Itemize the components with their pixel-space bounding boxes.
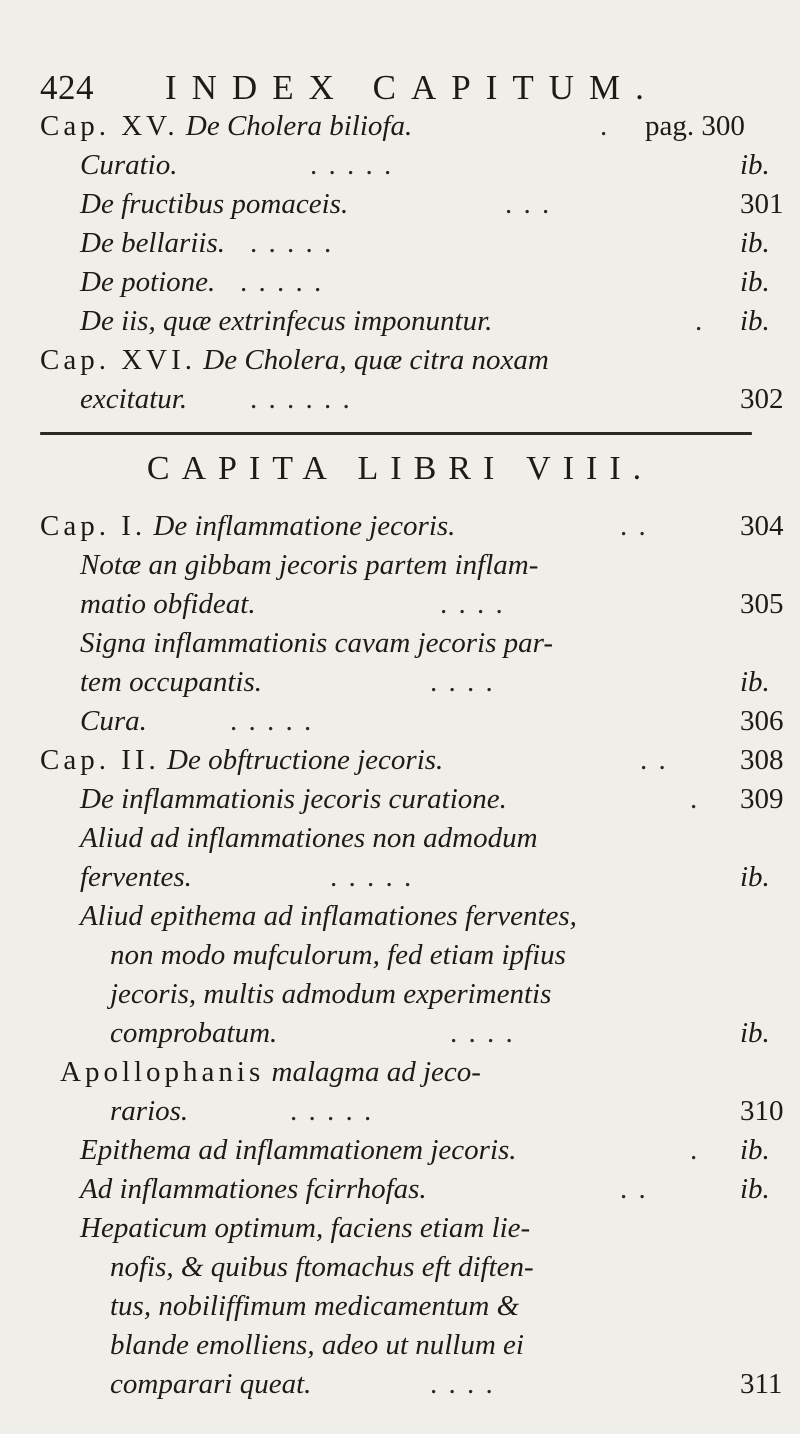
- index-entry: [0, 383, 800, 423]
- entry-title: excitatur.: [80, 383, 188, 415]
- entry-text: [80, 383, 187, 416]
- entry-text: [80, 188, 348, 221]
- page-reference: 304: [740, 510, 784, 542]
- entry-title: Notæ an gibbam jecoris partem inflam-: [80, 549, 539, 581]
- entry-text: [80, 1212, 530, 1245]
- entry-text: [80, 666, 262, 699]
- entry-text: [80, 1134, 517, 1167]
- dot-leader: . . . .: [430, 666, 495, 698]
- entry-text: [80, 266, 215, 299]
- index-entry: [0, 1095, 800, 1135]
- entry-text: [110, 1251, 534, 1284]
- entry-title: Aliud epithema ad inflamationes ferventes,: [80, 900, 577, 932]
- entry-text: [40, 110, 412, 143]
- index-entry: [0, 822, 800, 862]
- dot-leader: . . . . .: [240, 266, 324, 298]
- entry-text: [40, 510, 455, 543]
- index-entry: [0, 1134, 800, 1174]
- entry-title: rarios.: [110, 1095, 189, 1127]
- index-entry: [0, 305, 800, 345]
- dot-leader: . . . . .: [230, 705, 314, 737]
- index-entry: [0, 939, 800, 979]
- running-header: [40, 66, 690, 116]
- index-entry: [0, 744, 800, 784]
- page-reference: 302: [740, 383, 784, 415]
- page-reference: ib.: [740, 1173, 770, 1205]
- dot-leader: . . . . .: [330, 861, 414, 893]
- entry-title: De fructibus pomaceis.: [80, 188, 349, 220]
- entry-text: [80, 227, 225, 260]
- chapter-label: Cap. II.: [40, 744, 160, 776]
- entry-text: [80, 900, 577, 933]
- entry-text: [80, 822, 538, 855]
- dot-leader: .: [690, 783, 700, 815]
- index-entry: [0, 188, 800, 228]
- entry-title: malagma ad jeco-: [271, 1056, 481, 1088]
- entry-title: Signa inflammationis cavam jecoris par-: [80, 627, 554, 659]
- dot-leader: . . .: [505, 188, 552, 220]
- entry-title: Ad inflammationes fcirrhofas.: [80, 1173, 427, 1205]
- entry-text: [80, 1173, 427, 1206]
- entry-text: [110, 939, 566, 972]
- index-entry: [0, 666, 800, 706]
- index-entry: [0, 1368, 800, 1408]
- entry-text: [80, 305, 492, 338]
- entry-title: De Cholera biliofa.: [185, 110, 413, 142]
- index-entry: [0, 1251, 800, 1291]
- index-entry: [0, 1290, 800, 1330]
- dot-leader: . . . .: [450, 1017, 515, 1049]
- entry-title: ferventes.: [80, 861, 192, 893]
- dot-leader: . .: [620, 1173, 648, 1205]
- entry-text: [80, 549, 538, 582]
- dot-leader: . . . . .: [250, 227, 334, 259]
- chapter-label: Cap. XV.: [40, 110, 179, 142]
- index-entry: [0, 344, 800, 384]
- page-reference: ib.: [740, 227, 770, 259]
- index-entry: [0, 588, 800, 628]
- section-divider: [40, 432, 752, 435]
- page-reference: 311: [740, 1368, 783, 1400]
- index-entry: [0, 783, 800, 823]
- entry-text: [80, 705, 147, 738]
- entry-title: Curatio.: [80, 149, 178, 181]
- index-entry: [0, 900, 800, 940]
- entry-title: De Cholera, quæ citra noxam: [203, 344, 549, 376]
- entry-text: [80, 588, 256, 621]
- dot-leader: . . . . .: [310, 149, 394, 181]
- index-entry: [0, 1212, 800, 1252]
- page-reference: 306: [740, 705, 784, 737]
- index-entry: [0, 1056, 800, 1096]
- entry-title: non modo mufculorum, fed etiam ipfius: [110, 939, 566, 971]
- entry-title: tus, nobiliffimum medicamentum &: [110, 1290, 520, 1322]
- entry-title: matio obfideat.: [80, 588, 256, 620]
- index-entry: [0, 266, 800, 306]
- entry-title: De bellariis.: [80, 227, 225, 259]
- index-entry: [0, 978, 800, 1018]
- dot-leader: .: [600, 110, 610, 142]
- index-entry: [0, 110, 800, 150]
- index-entry: [0, 149, 800, 189]
- entry-text: [60, 1056, 481, 1089]
- index-entry: [0, 1329, 800, 1369]
- entry-text: [80, 861, 192, 894]
- page-reference: ib.: [740, 305, 770, 337]
- page-reference: 310: [740, 1095, 784, 1127]
- dot-leader: . . . .: [440, 588, 505, 620]
- entry-text: [40, 744, 443, 777]
- entry-text: [80, 627, 553, 660]
- entry-title: Cura.: [80, 705, 147, 737]
- dot-leader: . .: [640, 744, 668, 776]
- dot-leader: .: [695, 305, 705, 337]
- dot-leader: . . . . .: [290, 1095, 374, 1127]
- page-reference: ib.: [740, 266, 770, 298]
- entry-text: [80, 783, 507, 816]
- entry-title: Epithema ad inflammationem jecoris.: [80, 1134, 517, 1166]
- dot-leader: . . . .: [430, 1368, 495, 1400]
- dot-leader: . . . . . .: [250, 383, 352, 415]
- running-title: INDEX CAPITUM.: [165, 68, 659, 107]
- index-entry: [0, 705, 800, 745]
- index-entry: [0, 549, 800, 589]
- index-entry: [0, 627, 800, 667]
- entry-title: De inflammationis jecoris curatione.: [80, 783, 507, 815]
- entry-title: nofis, & quibus ftomachus eft diften-: [110, 1251, 534, 1283]
- entry-title: comparari queat.: [110, 1368, 312, 1400]
- entry-title: De potione.: [80, 266, 216, 298]
- page-reference: ib.: [740, 666, 770, 698]
- dot-leader: .: [690, 1134, 700, 1166]
- entry-title: comprobatum.: [110, 1017, 278, 1049]
- page-reference: 301: [740, 188, 784, 220]
- entry-title: De iis, quæ extrinfecus imponuntur.: [80, 305, 493, 337]
- entry-title: De inflammatione jecoris.: [153, 510, 456, 542]
- entry-title: tem occupantis.: [80, 666, 263, 698]
- page-reference: pag. 300: [645, 110, 745, 142]
- index-entry: [0, 1017, 800, 1057]
- section-title: CAPITA LIBRI VIII.: [146, 450, 654, 487]
- entry-text: [110, 1095, 188, 1128]
- entry-text: [110, 1329, 524, 1362]
- chapter-label: Cap. XVI.: [40, 344, 197, 376]
- index-entry: [0, 227, 800, 267]
- entry-text: [40, 344, 549, 377]
- page-reference: ib.: [740, 861, 770, 893]
- entry-text: [110, 1017, 277, 1050]
- index-entry: [0, 861, 800, 901]
- index-entry: [0, 1173, 800, 1213]
- page-reference: ib.: [740, 1017, 770, 1049]
- entry-title: De obftructione jecoris.: [167, 744, 444, 776]
- chapter-label: Cap. I.: [40, 510, 147, 542]
- entry-text: [110, 1368, 311, 1401]
- entry-text: [80, 149, 178, 182]
- page-reference: 305: [740, 588, 784, 620]
- chapter-label: Apollophanis: [60, 1056, 265, 1088]
- entry-title: jecoris, multis admodum experimentis: [110, 978, 552, 1010]
- page-reference: ib.: [740, 1134, 770, 1166]
- entry-text: [110, 978, 551, 1011]
- entry-title: Hepaticum optimum, faciens etiam lie-: [80, 1212, 531, 1244]
- dot-leader: . .: [620, 510, 648, 542]
- entry-text: [110, 1290, 519, 1323]
- page-number: 424: [40, 68, 94, 107]
- entry-title: blande emolliens, adeo ut nullum ei: [110, 1329, 524, 1361]
- entry-title: Aliud ad inflammationes non admodum: [80, 822, 538, 854]
- page-reference: ib.: [740, 149, 770, 181]
- page-reference: 308: [740, 744, 784, 776]
- page-reference: 309: [740, 783, 784, 815]
- index-entry: [0, 510, 800, 550]
